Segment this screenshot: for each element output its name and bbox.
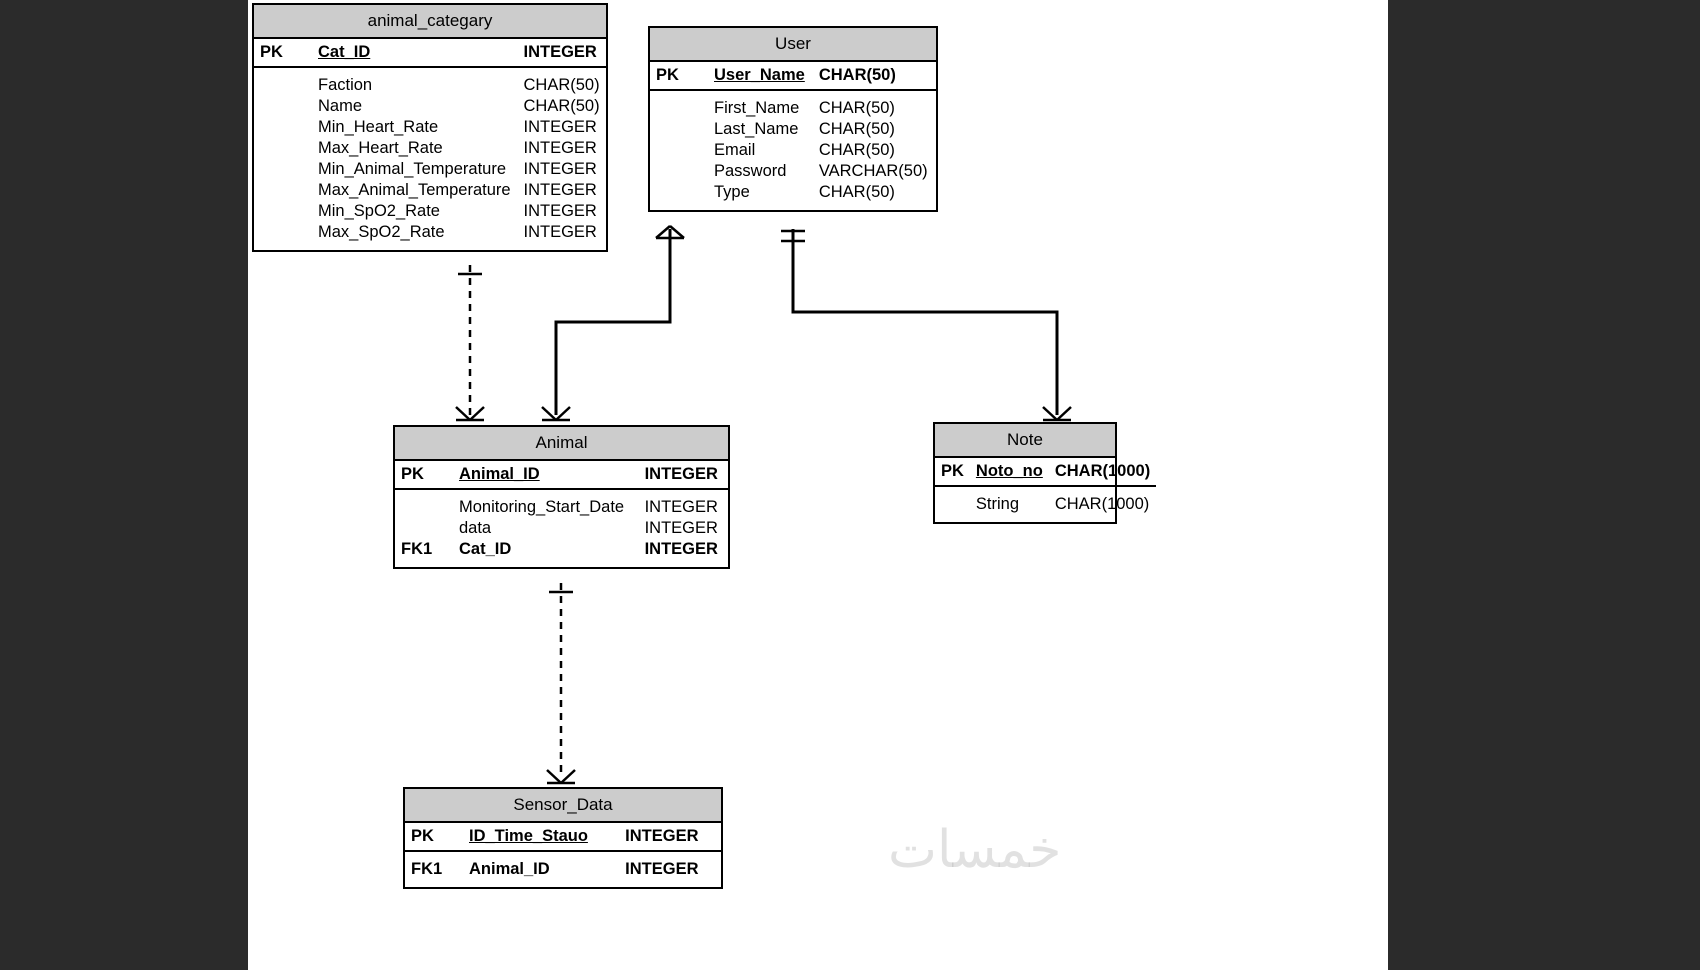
attribute-row: [254, 201, 606, 222]
relationship-user-animal: [542, 226, 684, 420]
attr-type: INTEGER: [644, 498, 718, 516]
attr-key: [935, 486, 970, 522]
attr-type: CHAR(50): [818, 141, 895, 159]
pk-name: Animal_ID: [453, 461, 639, 489]
attr-key: [254, 222, 312, 250]
pk-type: CHAR(50): [813, 62, 936, 90]
attr-type: CHAR(1000): [1054, 495, 1150, 513]
attr-type: CHAR(50): [523, 76, 600, 94]
attribute-row: [395, 539, 728, 567]
attr-type: INTEGER: [644, 540, 718, 558]
attr-type: CHAR(50): [523, 97, 600, 115]
attr-name: Faction: [318, 76, 373, 94]
watermark: خمسات: [888, 820, 1062, 880]
attr-key: [254, 117, 312, 138]
attr-type: VARCHAR(50): [818, 162, 928, 180]
attribute-row: [395, 489, 728, 518]
attribute-row: [254, 180, 606, 201]
attr-type: CHAR(50): [818, 120, 895, 138]
attr-name: Min_Heart_Rate: [318, 118, 439, 136]
attr-name: Max_SpO2_Rate: [318, 223, 445, 241]
attribute-row: [254, 138, 606, 159]
attr-name: Password: [714, 162, 787, 180]
attr-type: INTEGER: [523, 202, 597, 220]
attr-name: data: [459, 519, 492, 537]
attribute-row: [650, 161, 936, 182]
attr-type: INTEGER: [523, 160, 597, 178]
attr-name: Cat_ID: [459, 540, 512, 558]
attr-type: CHAR(50): [818, 99, 895, 117]
relationship-animal_categary-animal: [456, 265, 484, 420]
attr-name: Last_Name: [714, 120, 799, 138]
attr-type: INTEGER: [523, 223, 597, 241]
attr-name: Min_Animal_Temperature: [318, 160, 507, 178]
attr-key: [254, 138, 312, 159]
attr-type: INTEGER: [523, 181, 597, 199]
pk-type: INTEGER: [639, 461, 728, 489]
attr-key: [254, 67, 312, 96]
attr-type: CHAR(50): [818, 183, 895, 201]
attr-name: Min_SpO2_Rate: [318, 202, 440, 220]
attr-type: INTEGER: [523, 139, 597, 157]
pk-key: PK: [935, 458, 970, 486]
attr-key: FK1: [411, 860, 443, 878]
attr-type: INTEGER: [523, 118, 597, 136]
attr-name: Animal_ID: [469, 860, 550, 878]
attr-key: [254, 96, 312, 117]
attr-name: Type: [714, 183, 750, 201]
relationship-user-note: [781, 229, 1071, 420]
entity-animal_categary[interactable]: [252, 3, 608, 252]
attr-key: FK1: [401, 540, 433, 558]
attr-key: [650, 140, 708, 161]
attr-name: Max_Animal_Temperature: [318, 181, 511, 199]
entity-title: Sensor_Data: [405, 789, 721, 823]
pk-key: PK: [395, 461, 453, 489]
pk-row: [650, 62, 936, 90]
attr-key: [254, 201, 312, 222]
attr-name: First_Name: [714, 99, 800, 117]
attribute-row: [935, 486, 1156, 522]
attr-key: [650, 90, 708, 119]
attr-key: [395, 489, 453, 518]
entity-title: Animal: [395, 427, 728, 461]
entity-title: User: [650, 28, 936, 62]
pk-type: INTEGER: [619, 823, 721, 851]
attr-key: [395, 518, 453, 539]
pk-key: PK: [405, 823, 463, 851]
attribute-row: [405, 851, 721, 887]
pk-type: CHAR(1000): [1049, 458, 1156, 486]
pk-row: [254, 39, 606, 67]
pk-key: PK: [650, 62, 708, 90]
attr-key: [650, 119, 708, 140]
pk-name: Noto_no: [970, 458, 1049, 486]
entity-sensor_data[interactable]: [403, 787, 723, 889]
attr-key: [254, 159, 312, 180]
entity-title: Note: [935, 424, 1115, 458]
attr-type: INTEGER: [644, 519, 718, 537]
attribute-row: [650, 90, 936, 119]
attr-key: [650, 182, 708, 210]
attribute-row: [395, 518, 728, 539]
attribute-row: [254, 117, 606, 138]
pk-name: User_Name: [708, 62, 813, 90]
attribute-row: [254, 67, 606, 96]
entity-title: animal_categary: [254, 5, 606, 39]
entity-note[interactable]: [933, 422, 1151, 524]
pk-name: Cat_ID: [312, 39, 518, 67]
attr-key: [650, 161, 708, 182]
diagram-page: [248, 0, 1388, 970]
attr-type: INTEGER: [625, 860, 699, 878]
attr-name: String: [975, 495, 1020, 513]
attribute-row: [650, 140, 936, 161]
attribute-row: [254, 159, 606, 180]
pk-row: [935, 458, 1156, 486]
pk-row: [395, 461, 728, 489]
pk-name: ID_Time_Stauo: [463, 823, 619, 851]
pk-type: INTEGER: [518, 39, 607, 67]
attr-key: [254, 180, 312, 201]
attr-name: Name: [318, 97, 363, 115]
attr-name: Monitoring_Start_Date: [459, 498, 625, 516]
entity-user[interactable]: [648, 26, 938, 212]
attr-name: Max_Heart_Rate: [318, 139, 443, 157]
attribute-row: [650, 119, 936, 140]
attribute-row: [254, 222, 606, 250]
attr-name: Email: [714, 141, 756, 159]
attribute-row: [254, 96, 606, 117]
entity-animal[interactable]: [393, 425, 730, 569]
pk-key: PK: [254, 39, 312, 67]
attribute-row: [650, 182, 936, 210]
pk-row: [405, 823, 721, 851]
relationship-animal-sensor_data: [547, 583, 575, 783]
